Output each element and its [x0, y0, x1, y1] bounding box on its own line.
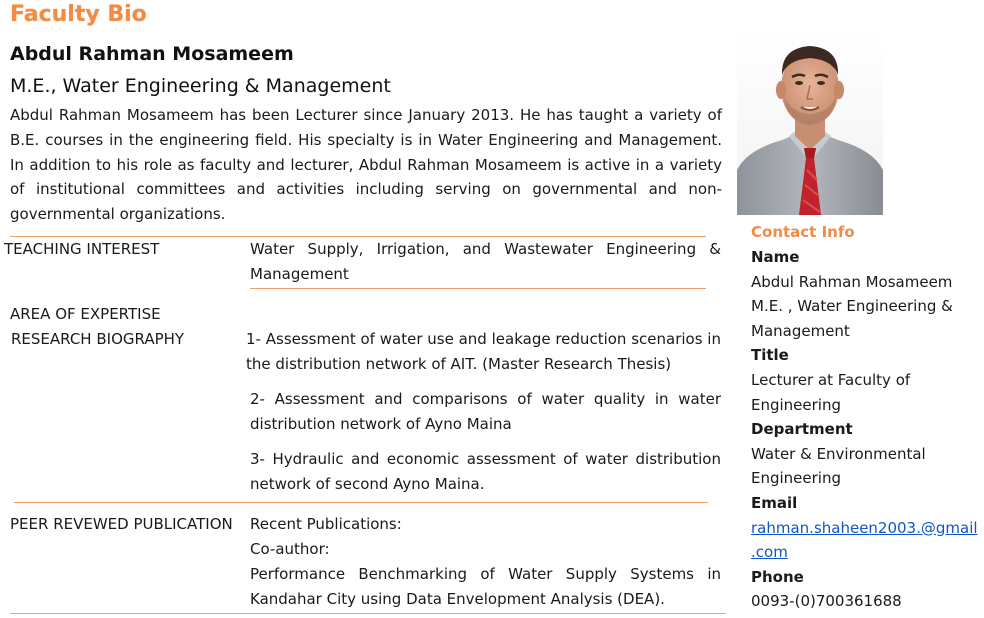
- faculty-name-heading: Abdul Rahman Mosameem: [10, 43, 294, 65]
- intro-paragraph: Abdul Rahman Mosameem has been Lecturer since January 2013. He has taught a variety of B.E. courses in the engineering field. His specialty is in Water Engineering and Management. In addition to his role as faculty and lecturer, Abdul Rahman Mosameem is active in a variety of institutional committees and activities including serving on governmental and non-governmental organizations.: [10, 106, 722, 224]
- teaching-interest-value: Water Supply, Irrigation, and Wastewater Engineering & Management: [250, 240, 721, 283]
- contact-title-value: Lecturer at Faculty of Engineering: [751, 370, 911, 414]
- divider: [250, 288, 706, 289]
- divider: [10, 613, 726, 614]
- contact-department-label: Department: [751, 420, 853, 439]
- publication-coauthor: Co-author:: [250, 540, 330, 558]
- contact-name-label: Name: [751, 248, 800, 266]
- contact-degree-value: M.E. , Water Engineering & Management: [751, 297, 953, 340]
- publication-heading: Recent Publications:: [250, 515, 402, 533]
- area-of-expertise-label: AREA OF EXPERTISE: [10, 305, 161, 323]
- divider: [14, 502, 708, 503]
- teaching-interest-label: TEACHING INTEREST: [4, 240, 160, 258]
- contact-name-value: Abdul Rahman Mosameem: [751, 272, 953, 291]
- contact-phone-value: 0093-(0)700361688: [751, 592, 902, 611]
- contact-phone-label: Phone: [751, 567, 804, 586]
- contact-title-label: Title: [751, 346, 789, 365]
- faculty-degree-heading: M.E., Water Engineering & Management: [10, 75, 391, 97]
- contact-email-label: Email: [751, 493, 798, 512]
- research-item-3: 3- Hydraulic and economic assessment of water distribution network of second Ayno Maina.: [250, 450, 721, 493]
- faculty-photo: [737, 30, 883, 215]
- contact-department-value: Water & Environmental Engineering: [751, 444, 926, 488]
- page-title: Faculty Bio: [10, 2, 147, 27]
- publication-title: Performance Benchmarking of Water Supply Systems in Kandahar City using Data Envelopment Analysis (DEA).: [250, 565, 721, 608]
- publication-label: PEER REVEWED PUBLICATION: [10, 515, 233, 533]
- research-biography-label: RESEARCH BIOGRAPHY: [11, 330, 185, 348]
- contact-info-title: Contact Info: [751, 223, 855, 241]
- research-item-2: 2- Assessment and comparisons of water quality in water distribution network of Ayno Maina: [250, 390, 721, 433]
- research-item-1: 1- Assessment of water use and leakage reduction scenarios in the distribution network of AIT. (Master Research Thesis): [246, 330, 721, 373]
- contact-email-link[interactable]: rahman.shaheen2003.@gmail .com: [751, 518, 978, 562]
